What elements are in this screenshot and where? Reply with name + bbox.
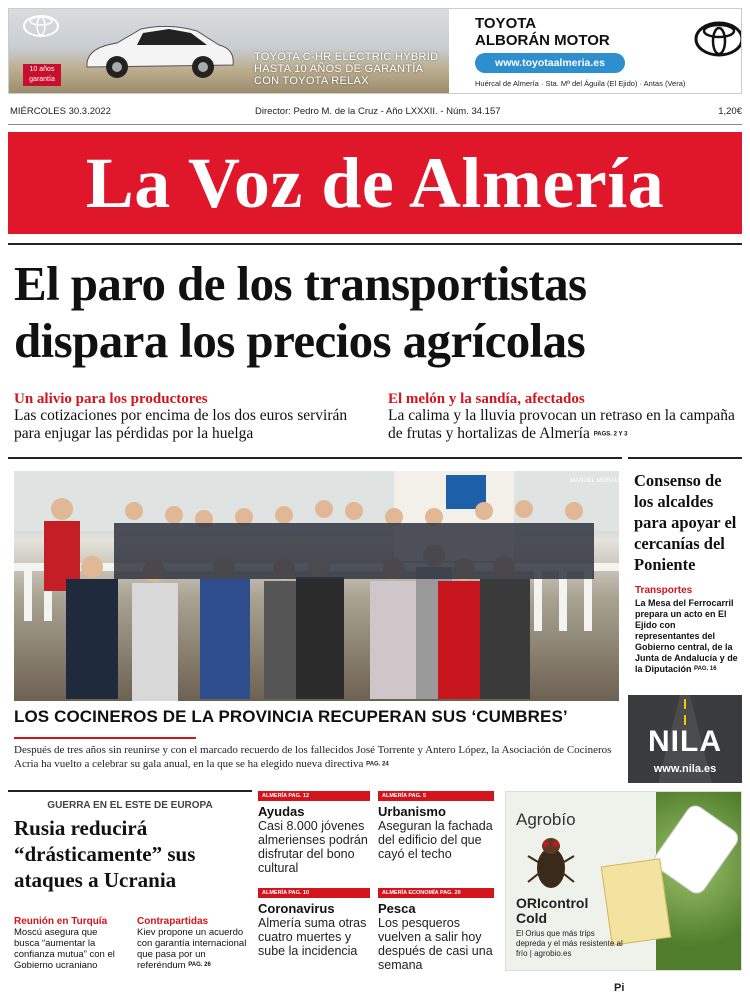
photo-credit: MANUEL MORALES <box>570 478 626 484</box>
page-ref: PAG. 26 <box>188 962 211 968</box>
lead-sub-right <box>388 391 738 443</box>
nila-ad[interactable] <box>628 695 742 783</box>
bottom-sub-right <box>137 916 249 971</box>
photo-text <box>14 743 620 771</box>
sub-text <box>137 927 249 971</box>
bottom-kicker: GUERRA EN EL ESTE DE EUROPA <box>47 800 213 811</box>
agrobio-logo: Agrobío <box>516 810 576 829</box>
ad-copy-line: HASTA 10 AÑOS DE GARANTÍA <box>254 63 424 75</box>
car-icon <box>79 19 239 81</box>
brief-item[interactable] <box>378 791 494 861</box>
brief-item[interactable] <box>258 791 370 875</box>
ad-copy-line: CON TOYOTA RELAX <box>254 75 369 87</box>
lead-sub-left <box>14 391 374 443</box>
bottom-sub-left <box>14 916 122 971</box>
director-info: Director: Pedro M. de la Cruz - Año LXXXII. - Núm. 34.157 <box>255 106 501 117</box>
brief-text: Los pesqueros vuelven a salir hoy después de casi una semana <box>378 916 493 972</box>
sidebar-kicker: Transportes <box>635 585 693 596</box>
brief-text: Aseguran la fachada del edificio del que cayó el techo <box>378 819 493 861</box>
sub-kicker: Contrapartidas <box>137 916 209 927</box>
brief-item[interactable] <box>378 888 494 972</box>
page-ref: PAG. 24 <box>366 761 389 768</box>
sub-kicker: Reunión en Turquía <box>14 916 108 927</box>
brief-tag: ALMERÍA ECONOMÍA PAG. 20 <box>378 888 494 898</box>
warranty-badge: 10 años garantía <box>23 64 61 86</box>
ad-brand-line: ALBORÁN MOTOR <box>475 32 610 49</box>
product-name-line: Cold <box>516 910 548 926</box>
sidebar-headline[interactable]: Consenso de los alcaldes para apoyar el cercanías del Poniente <box>634 471 737 574</box>
brief-head: Coronavirus <box>258 901 335 916</box>
toyota-ad[interactable] <box>8 8 742 94</box>
sidebar-text-body: La Mesa del Ferrocarril prepara un acto en El Ejido con representantes del Gobierno central, de la Junta de Andalucía y de la Diputación <box>635 598 738 674</box>
page-ref: PAGS. 2 Y 3 <box>593 431 628 438</box>
ad-towns: Huércal de Almería · Sta. Mª del Águila (El Ejido) · Antas (Vera) <box>475 79 686 88</box>
nila-url: www.nila.es <box>653 763 717 775</box>
brief-tag: ALMERÍA PAG. 10 <box>258 888 370 898</box>
product-name-line: ORIcontrol <box>516 895 589 911</box>
product-desc: El Orius que más trips depreda y el más resistente al frío | agrobio.es <box>516 929 623 958</box>
sub-text-body: Kiev propone un acuerdo con garantía internacional que pasa por un referéndum <box>137 927 247 972</box>
photo-text-body: Después de tres años sin reunirse y con el marcado recuerdo de los fallecidos José Torrente y Antero López, la Asociación de Cocineros Acria ha vuelto a celebrar su gala anual, en la que se ha elegido nueva directiva <box>14 744 612 770</box>
brief-text: Casi 8.000 jóvenes almerienses podrán disfrutar del bono cultural <box>258 819 368 875</box>
ad-brand-line: TOYOTA <box>475 15 537 32</box>
red-rule <box>14 737 196 739</box>
product-name <box>516 896 588 926</box>
insect-icon <box>526 832 576 892</box>
masthead: La Voz de Almería <box>8 132 742 234</box>
sub-text: Las cotizaciones por encima de los dos euros servirán para enjugar las pérdidas por la huelga <box>14 407 348 442</box>
ad-url-link[interactable]: www.toyotaalmeria.es <box>475 53 625 73</box>
page-ref: PAG. 16 <box>694 666 717 673</box>
sub-text-body: La calima y la lluvia provocan un retraso en la campaña de frutas y hortalizas de Almería <box>388 407 735 442</box>
group-photo <box>14 471 619 701</box>
brief-item[interactable] <box>258 888 370 958</box>
photo-caption[interactable]: LOS COCINEROS DE LA PROVINCIA RECUPERAN SUS ‘CUMBRES’ <box>14 707 568 726</box>
issue-date: MIÉRCOLES 30.3.2022 <box>10 106 111 117</box>
ad-copy <box>254 51 444 87</box>
sub-text <box>388 407 738 443</box>
ad-copy-line: TOYOTA C-HR ELECTRIC HYBRID <box>254 51 439 63</box>
agrobio-ad[interactable] <box>505 791 742 971</box>
divider <box>8 124 742 125</box>
sub-kicker: Un alivio para los productores <box>14 391 208 407</box>
brief-tag: ALMERÍA PAG. 5 <box>378 791 494 801</box>
ad-car-photo <box>9 9 449 94</box>
brief-tag: ALMERÍA PAG. 12 <box>258 791 370 801</box>
dateline <box>10 106 742 124</box>
toyota-emblem-icon <box>693 19 742 59</box>
ad-brand <box>475 15 610 49</box>
brief-head: Urbanismo <box>378 804 446 819</box>
pi-badge: Pi <box>614 982 625 994</box>
bottom-headline[interactable]: Rusia reducirá “drásticamente” sus ataques a Ucrania <box>14 816 196 892</box>
brief-text: Almería suma otras cuatro muertes y sube la incidencia <box>258 916 367 958</box>
sub-kicker: El melón y la sandía, afectados <box>388 391 585 407</box>
brief-head: Pesca <box>378 901 416 916</box>
brief-head: Ayudas <box>258 804 305 819</box>
price: 1,20€ <box>718 106 742 117</box>
lead-headline[interactable]: El paro de los transportistas dispara los precios agrícolas <box>14 256 587 368</box>
nila-logo: NILA <box>648 725 722 758</box>
sidebar-text <box>635 598 741 675</box>
sub-text: Moscú asegura que busca “aumentar la confianza mutua” con el Gobierno ucraniano <box>14 927 115 971</box>
toyota-logo-small-icon <box>21 15 61 37</box>
group-photo-illustration <box>14 471 619 701</box>
